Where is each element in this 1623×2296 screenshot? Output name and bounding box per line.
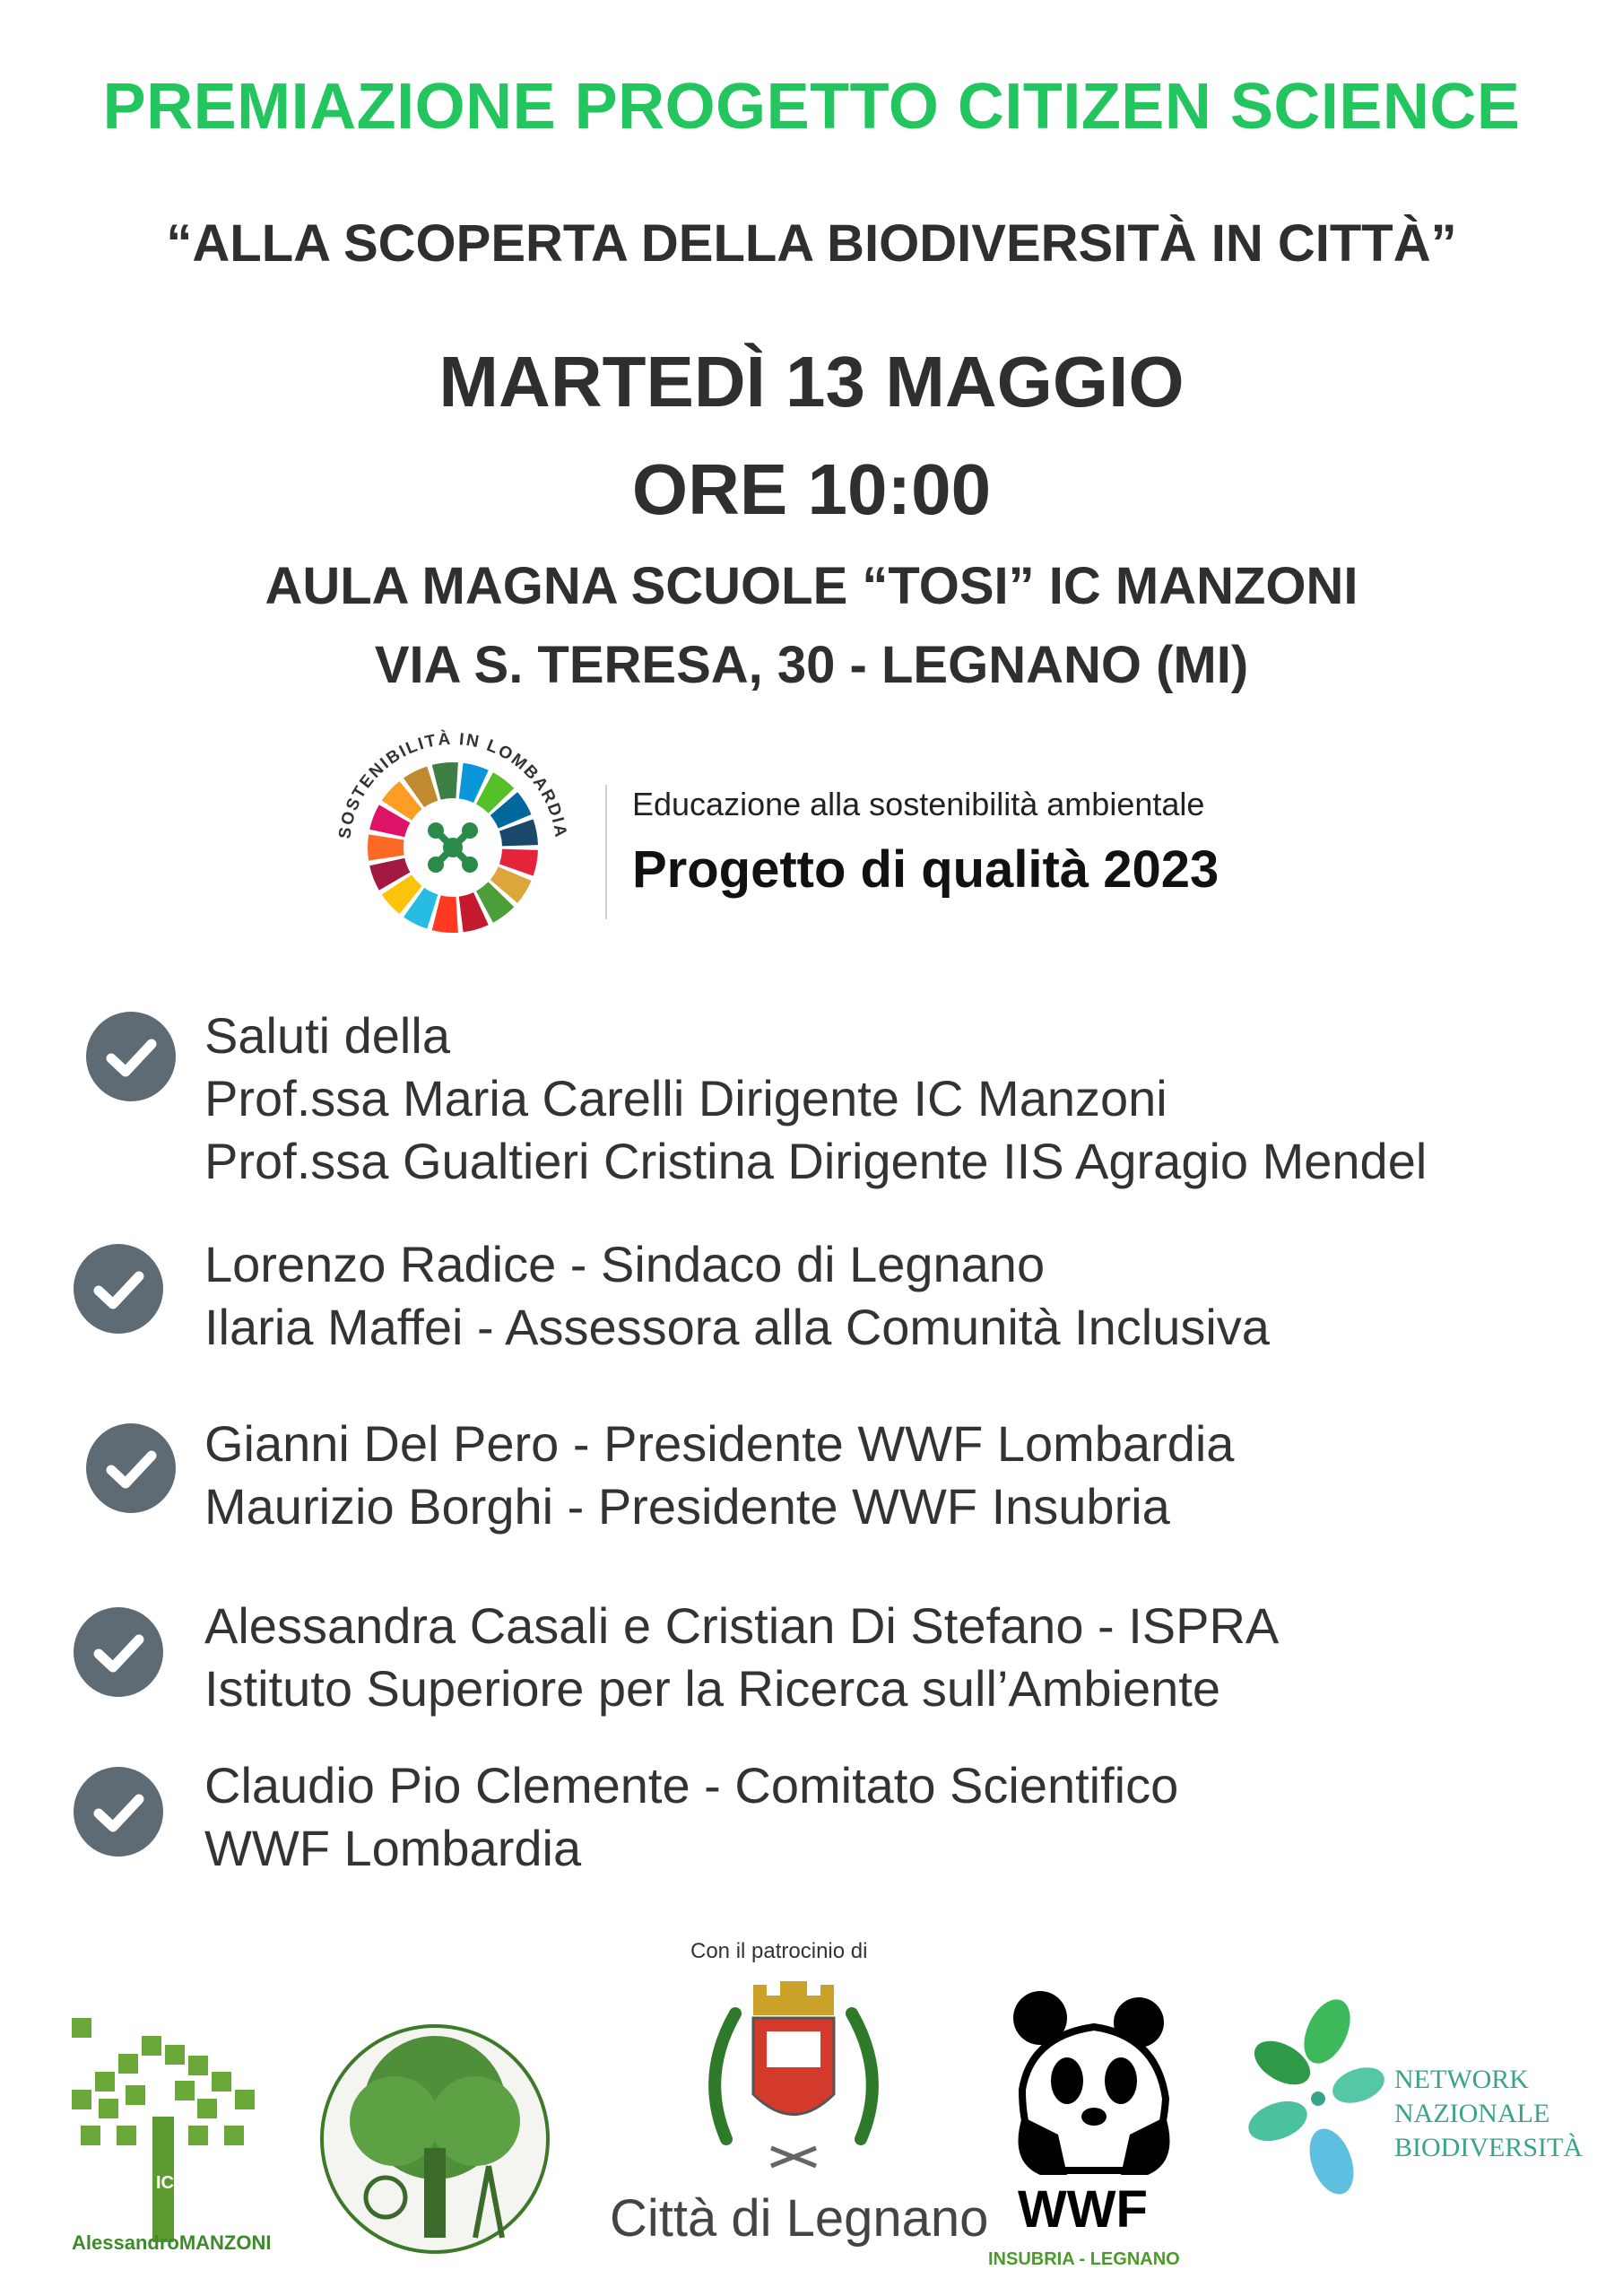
- ic-manzoni-logo: [63, 2000, 269, 2251]
- wwf-subtitle: INSUBRIA - LEGNANO: [988, 2249, 1180, 2269]
- sdg-badge: [323, 718, 1309, 978]
- manzoni-ics-text: ICS: [156, 2173, 187, 2193]
- program-line: WWF Lombardia: [204, 1820, 582, 1876]
- wwf-wordmark: WWF: [1018, 2180, 1148, 2239]
- check-icon: [86, 1012, 176, 1101]
- event-title: PREMIAZIONE PROGETTO CITIZEN SCIENCE: [102, 71, 1521, 143]
- patronage-caption: Con il patrocinio di: [690, 1939, 868, 1963]
- check-icon: [74, 1607, 163, 1697]
- program-line: Gianni Del Pero - Presidente WWF Lombardia: [204, 1415, 1235, 1472]
- school-tree-logo: [318, 2022, 551, 2256]
- nnb-caption: [1394, 2063, 1583, 2165]
- sdg-segment: [432, 762, 458, 800]
- nnb-line: NETWORK: [1394, 2065, 1529, 2094]
- venue-name: AULA MAGNA SCUOLE “TOSI” IC MANZONI: [265, 557, 1358, 615]
- divider: [605, 785, 607, 919]
- sdg-caption: Educazione alla sostenibilità ambientale: [632, 786, 1205, 822]
- legnano-crest-logo: [690, 1978, 897, 2175]
- wwf-panda-logo: [1004, 1982, 1184, 2179]
- sdg-segment: [368, 834, 404, 860]
- sdg-ring-text: SOSTENIBILITÀ IN LOMBARDIA: [335, 729, 570, 840]
- program-line: Lorenzo Radice - Sindaco di Legnano: [204, 1236, 1046, 1292]
- program-line: Saluti della: [204, 1007, 450, 1064]
- program-line: Alessandra Casali e Cristian Di Stefano - ISPRA: [204, 1597, 1280, 1654]
- event-subtitle: “ALLA SCOPERTA DELLA BIODIVERSITÀ IN CITTÀ”: [166, 214, 1457, 273]
- program-line: Maurizio Borghi - Presidente WWF Insubria: [204, 1478, 1170, 1535]
- nnb-line: BIODIVERSITÀ: [1394, 2133, 1583, 2162]
- event-time: ORE 10:00: [631, 449, 992, 529]
- program-line: Ilaria Maffei - Assessora alla Comunità Inclusiva: [204, 1299, 1270, 1355]
- program-line: Prof.ssa Gualtieri Cristina Dirigente IIS Agragio Mendel: [204, 1133, 1428, 1189]
- check-icon: [86, 1423, 176, 1513]
- sdg-wheel-logo: [323, 718, 583, 978]
- sponsor-logos: [0, 1928, 1623, 2296]
- check-icon: [74, 1244, 163, 1334]
- nnb-line: NAZIONALE: [1394, 2099, 1550, 2128]
- program-line: Claudio Pio Clemente - Comitato Scientifico: [204, 1757, 1179, 1813]
- program-line: Prof.ssa Maria Carelli Dirigente IC Manzoni: [204, 1070, 1167, 1126]
- event-date: MARTEDÌ 13 MAGGIO: [438, 342, 1185, 422]
- program-line: Istituto Superiore per la Ricerca sull’Ambiente: [204, 1660, 1220, 1717]
- venue-address: VIA S. TERESA, 30 - LEGNANO (MI): [374, 636, 1249, 694]
- legnano-caption: Città di Legnano: [610, 2189, 989, 2248]
- nnb-flower-logo: [1242, 1996, 1394, 2202]
- manzoni-caption: AlessandroMANZONI: [72, 2231, 272, 2254]
- sdg-segment: [432, 895, 458, 933]
- sdg-quality-title: Progetto di qualità 2023: [632, 840, 1219, 899]
- check-icon: [74, 1767, 163, 1857]
